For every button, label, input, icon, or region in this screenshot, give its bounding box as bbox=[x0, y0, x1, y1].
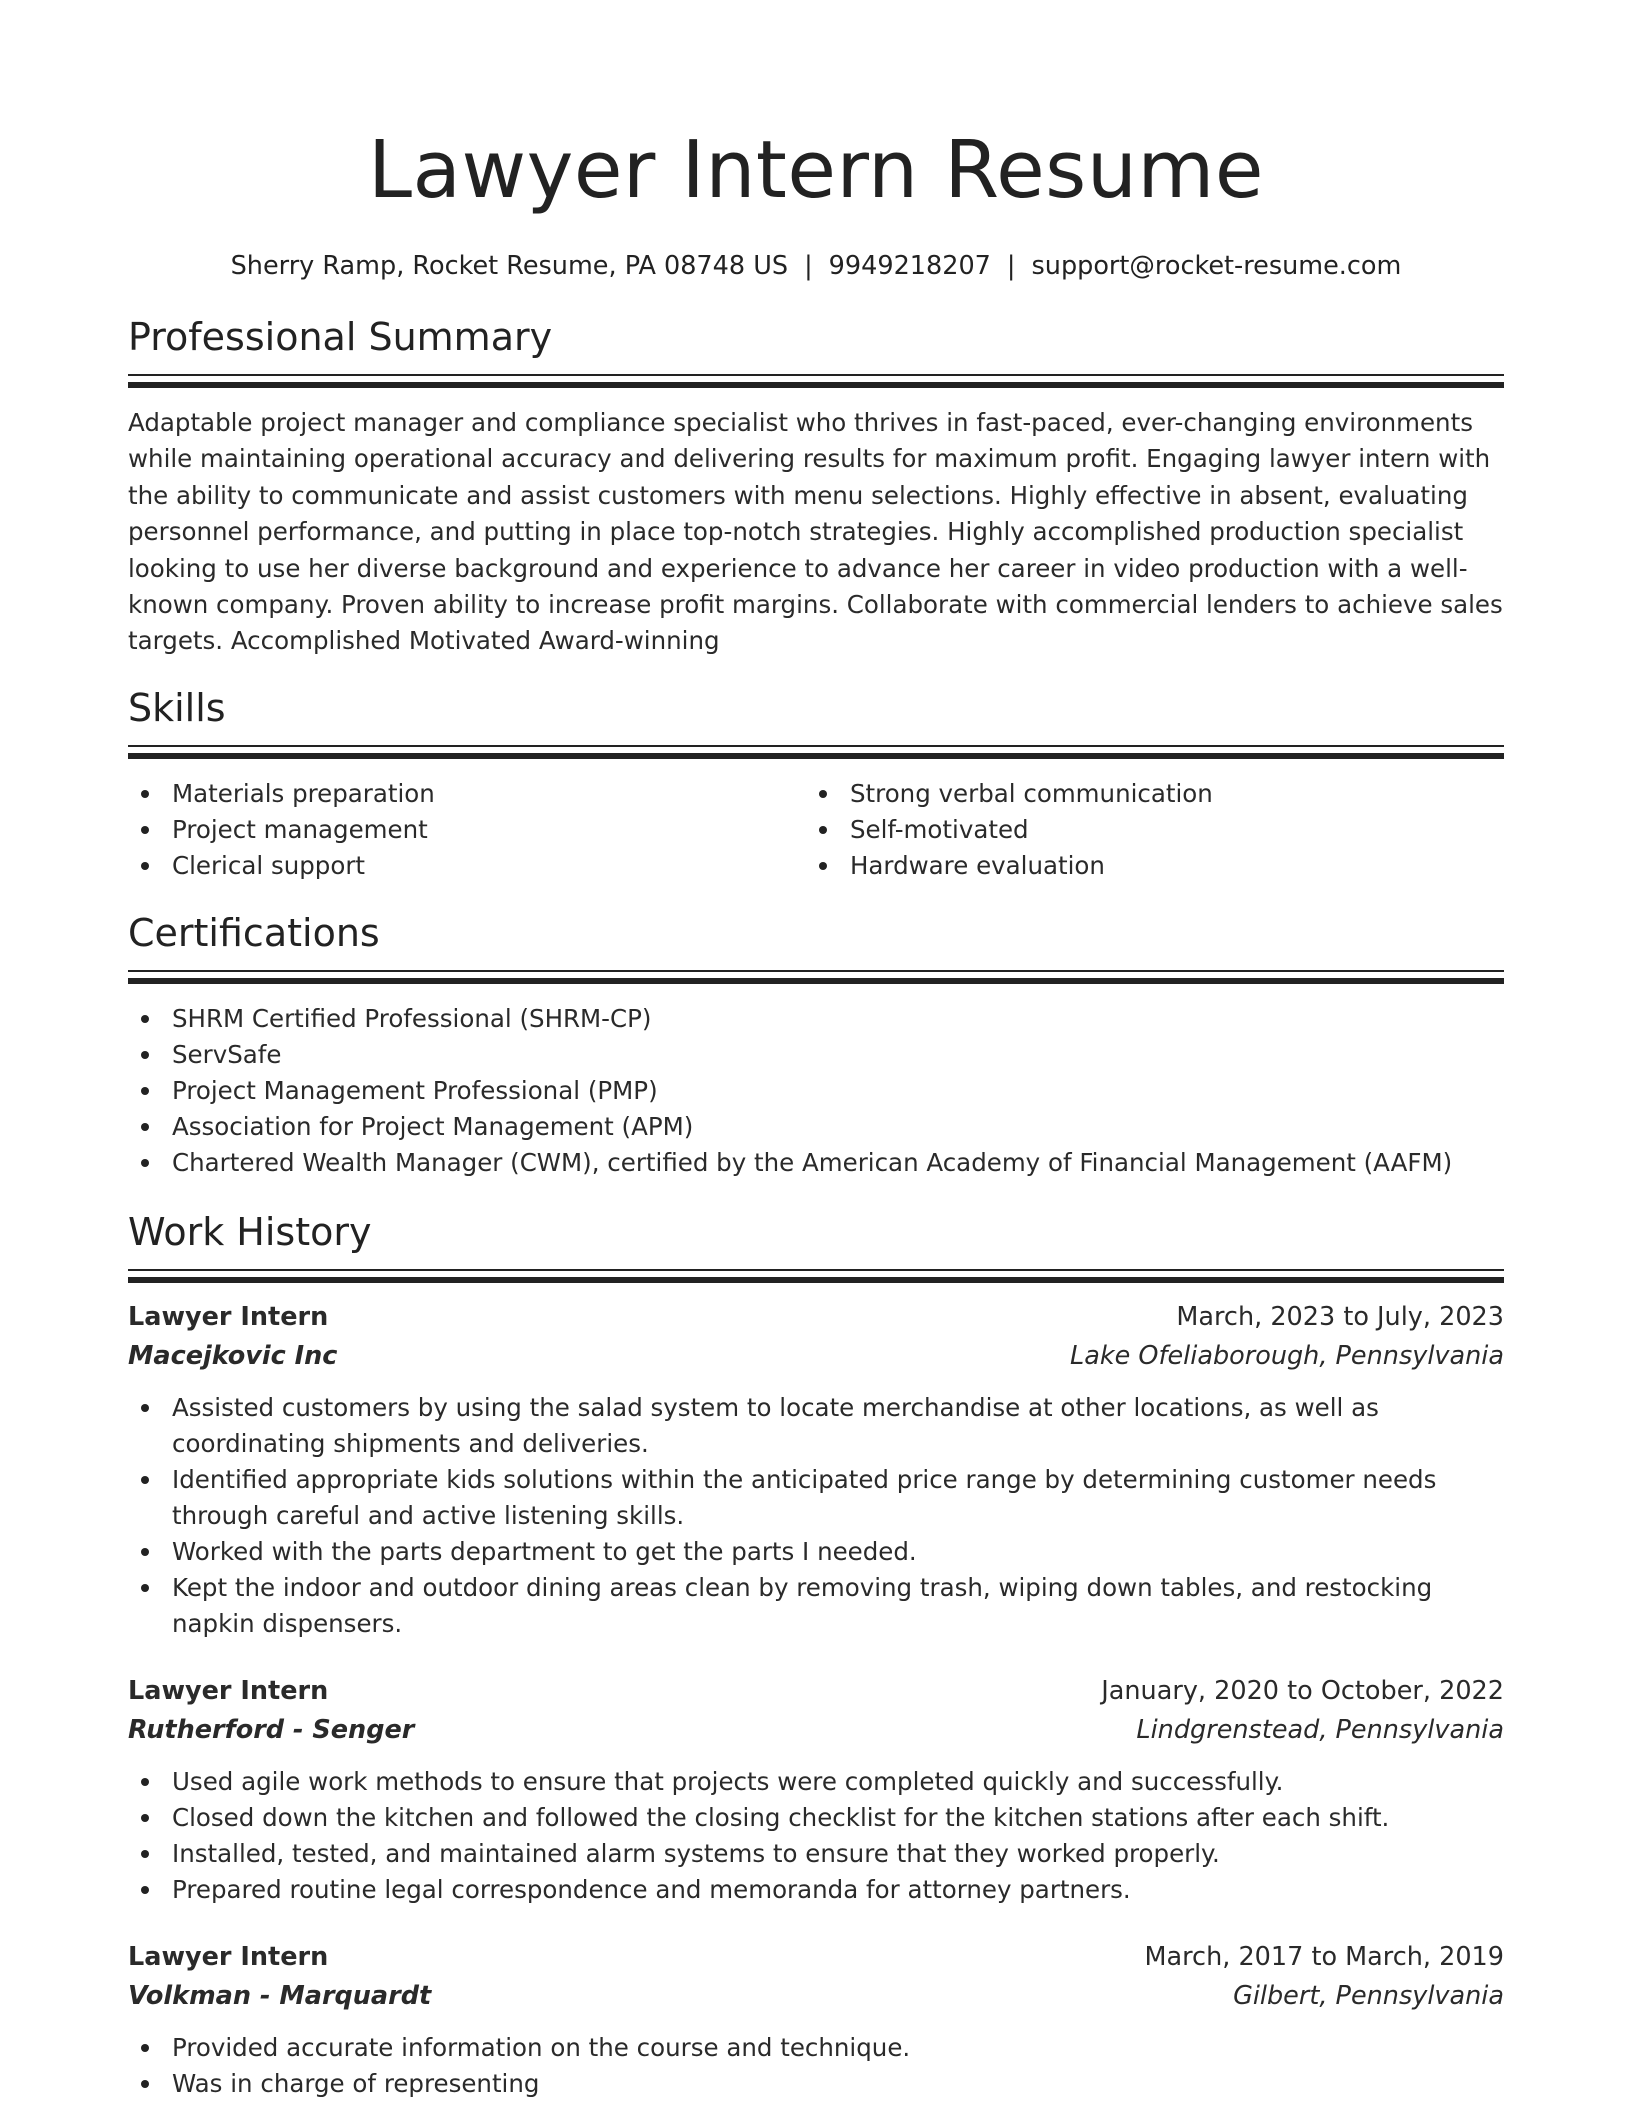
certifications-list bbox=[128, 1001, 1504, 1181]
contact-address: Sherry Ramp, Rocket Resume, PA 08748 US bbox=[230, 251, 789, 281]
contact-line bbox=[128, 248, 1504, 284]
duty-item: Was in charge of representing bbox=[128, 2066, 1504, 2102]
certification-item: Project Management Professional (PMP) bbox=[128, 1073, 1504, 1109]
job-company: Volkman - Marquardt bbox=[128, 1980, 432, 2011]
skill-item: Materials preparation bbox=[128, 776, 806, 812]
job-duties-list bbox=[128, 2030, 1504, 2102]
section-divider bbox=[128, 374, 1504, 389]
contact-separator: | bbox=[1006, 251, 1016, 281]
summary-heading: Professional Summary bbox=[128, 315, 553, 359]
certifications-section bbox=[128, 908, 1504, 1181]
certification-item: Chartered Wealth Manager (CWM), certified by the American Academy of Financial Management (AAFM) bbox=[128, 1145, 1504, 1181]
certifications-heading: Certifications bbox=[128, 910, 380, 955]
skill-item: Clerical support bbox=[128, 848, 806, 884]
job-entry bbox=[128, 1672, 1504, 1908]
job-subheader-row bbox=[128, 1711, 1504, 1750]
duty-item: Assisted customers by using the salad system to locate merchandise at other locations, as well as coordinating shipments and deliveries. bbox=[128, 1390, 1504, 1462]
skill-item: Hardware evaluation bbox=[806, 848, 1484, 884]
job-duties-list bbox=[128, 1390, 1504, 1642]
duty-item: Worked with the parts department to get the parts I needed. bbox=[128, 1534, 1504, 1570]
job-company: Macejkovic Inc bbox=[128, 1340, 338, 1371]
skills-list-left bbox=[128, 776, 806, 884]
skills-section bbox=[128, 683, 1504, 884]
job-dates: March, 2017 to March, 2019 bbox=[1144, 1941, 1504, 1972]
job-duties-list bbox=[128, 1764, 1504, 1908]
skill-item: Strong verbal communication bbox=[806, 776, 1484, 812]
contact-email: support@rocket-resume.com bbox=[1031, 251, 1402, 281]
certification-item: Association for Project Management (APM) bbox=[128, 1109, 1504, 1145]
duty-item: Provided accurate information on the course and technique. bbox=[128, 2030, 1504, 2066]
duty-item: Prepared routine legal correspondence and memoranda for attorney partners. bbox=[128, 1872, 1504, 1908]
resume-page bbox=[128, 0, 1504, 2102]
job-company: Rutherford - Senger bbox=[128, 1714, 415, 1745]
job-subheader-row bbox=[128, 1337, 1504, 1376]
job-entry bbox=[128, 1938, 1504, 2102]
job-location: Lake Ofeliaborough, Pennsylvania bbox=[1070, 1340, 1504, 1371]
resume-title: Lawyer Intern Resume bbox=[368, 124, 1264, 216]
contact-separator: | bbox=[804, 251, 813, 281]
job-entry bbox=[128, 1298, 1504, 1642]
section-divider bbox=[128, 745, 1504, 760]
summary-text: Adaptable project manager and compliance specialist who thrives in fast-paced, ever-changing environments while maintaining operational accuracy and delivering results for maximum profit. Engaging lawyer intern with the ability to communicate and assist customers with menu selections. Highly effective in absent, evaluating personnel performance, and putting in place top-notch strategies. Highly accomplished production specialist looking to use her diverse background and experience to advance her career in video production with a well-known company. Proven ability to increase profit margins. Collaborate with commercial lenders to achieve sales targets. Accomplished Motivated Award-winning bbox=[128, 408, 1503, 656]
contact-phone: 9949218207 bbox=[828, 251, 991, 281]
duty-item: Closed down the kitchen and followed the closing checklist for the kitchen stations after each shift. bbox=[128, 1800, 1504, 1836]
duty-item: Used agile work methods to ensure that projects were completed quickly and successfully. bbox=[128, 1764, 1504, 1800]
skills-columns bbox=[128, 776, 1504, 884]
duty-item: Identified appropriate kids solutions within the anticipated price range by determining customer needs through careful and active listening skills. bbox=[128, 1462, 1504, 1534]
certification-item: SHRM Certified Professional (SHRM-CP) bbox=[128, 1001, 1504, 1037]
duty-item: Installed, tested, and maintained alarm systems to ensure that they worked properly. bbox=[128, 1836, 1504, 1872]
skills-list-right bbox=[806, 776, 1484, 884]
job-location: Gilbert, Pennsylvania bbox=[1233, 1980, 1504, 2011]
work-history-section bbox=[128, 1207, 1504, 2102]
skills-heading: Skills bbox=[128, 685, 226, 730]
job-header-row bbox=[128, 1938, 1504, 1977]
skill-item: Project management bbox=[128, 812, 806, 848]
job-title: Lawyer Intern bbox=[128, 1941, 329, 1972]
summary-section bbox=[128, 312, 1504, 660]
job-title: Lawyer Intern bbox=[128, 1301, 329, 1332]
duty-item: Kept the indoor and outdoor dining areas clean by removing trash, wiping down tables, and restocking napkin dispensers. bbox=[128, 1570, 1504, 1642]
work-history-heading: Work History bbox=[128, 1209, 372, 1254]
skill-item: Self-motivated bbox=[806, 812, 1484, 848]
section-divider bbox=[128, 970, 1504, 985]
job-header-row bbox=[128, 1672, 1504, 1711]
job-subheader-row bbox=[128, 1977, 1504, 2016]
section-divider bbox=[128, 1269, 1504, 1284]
job-dates: March, 2023 to July, 2023 bbox=[1176, 1301, 1504, 1332]
job-location: Lindgrenstead, Pennsylvania bbox=[1136, 1714, 1504, 1745]
job-title: Lawyer Intern bbox=[128, 1675, 329, 1706]
certification-item: ServSafe bbox=[128, 1037, 1504, 1073]
job-dates: January, 2020 to October, 2022 bbox=[1101, 1675, 1504, 1706]
job-header-row bbox=[128, 1298, 1504, 1337]
